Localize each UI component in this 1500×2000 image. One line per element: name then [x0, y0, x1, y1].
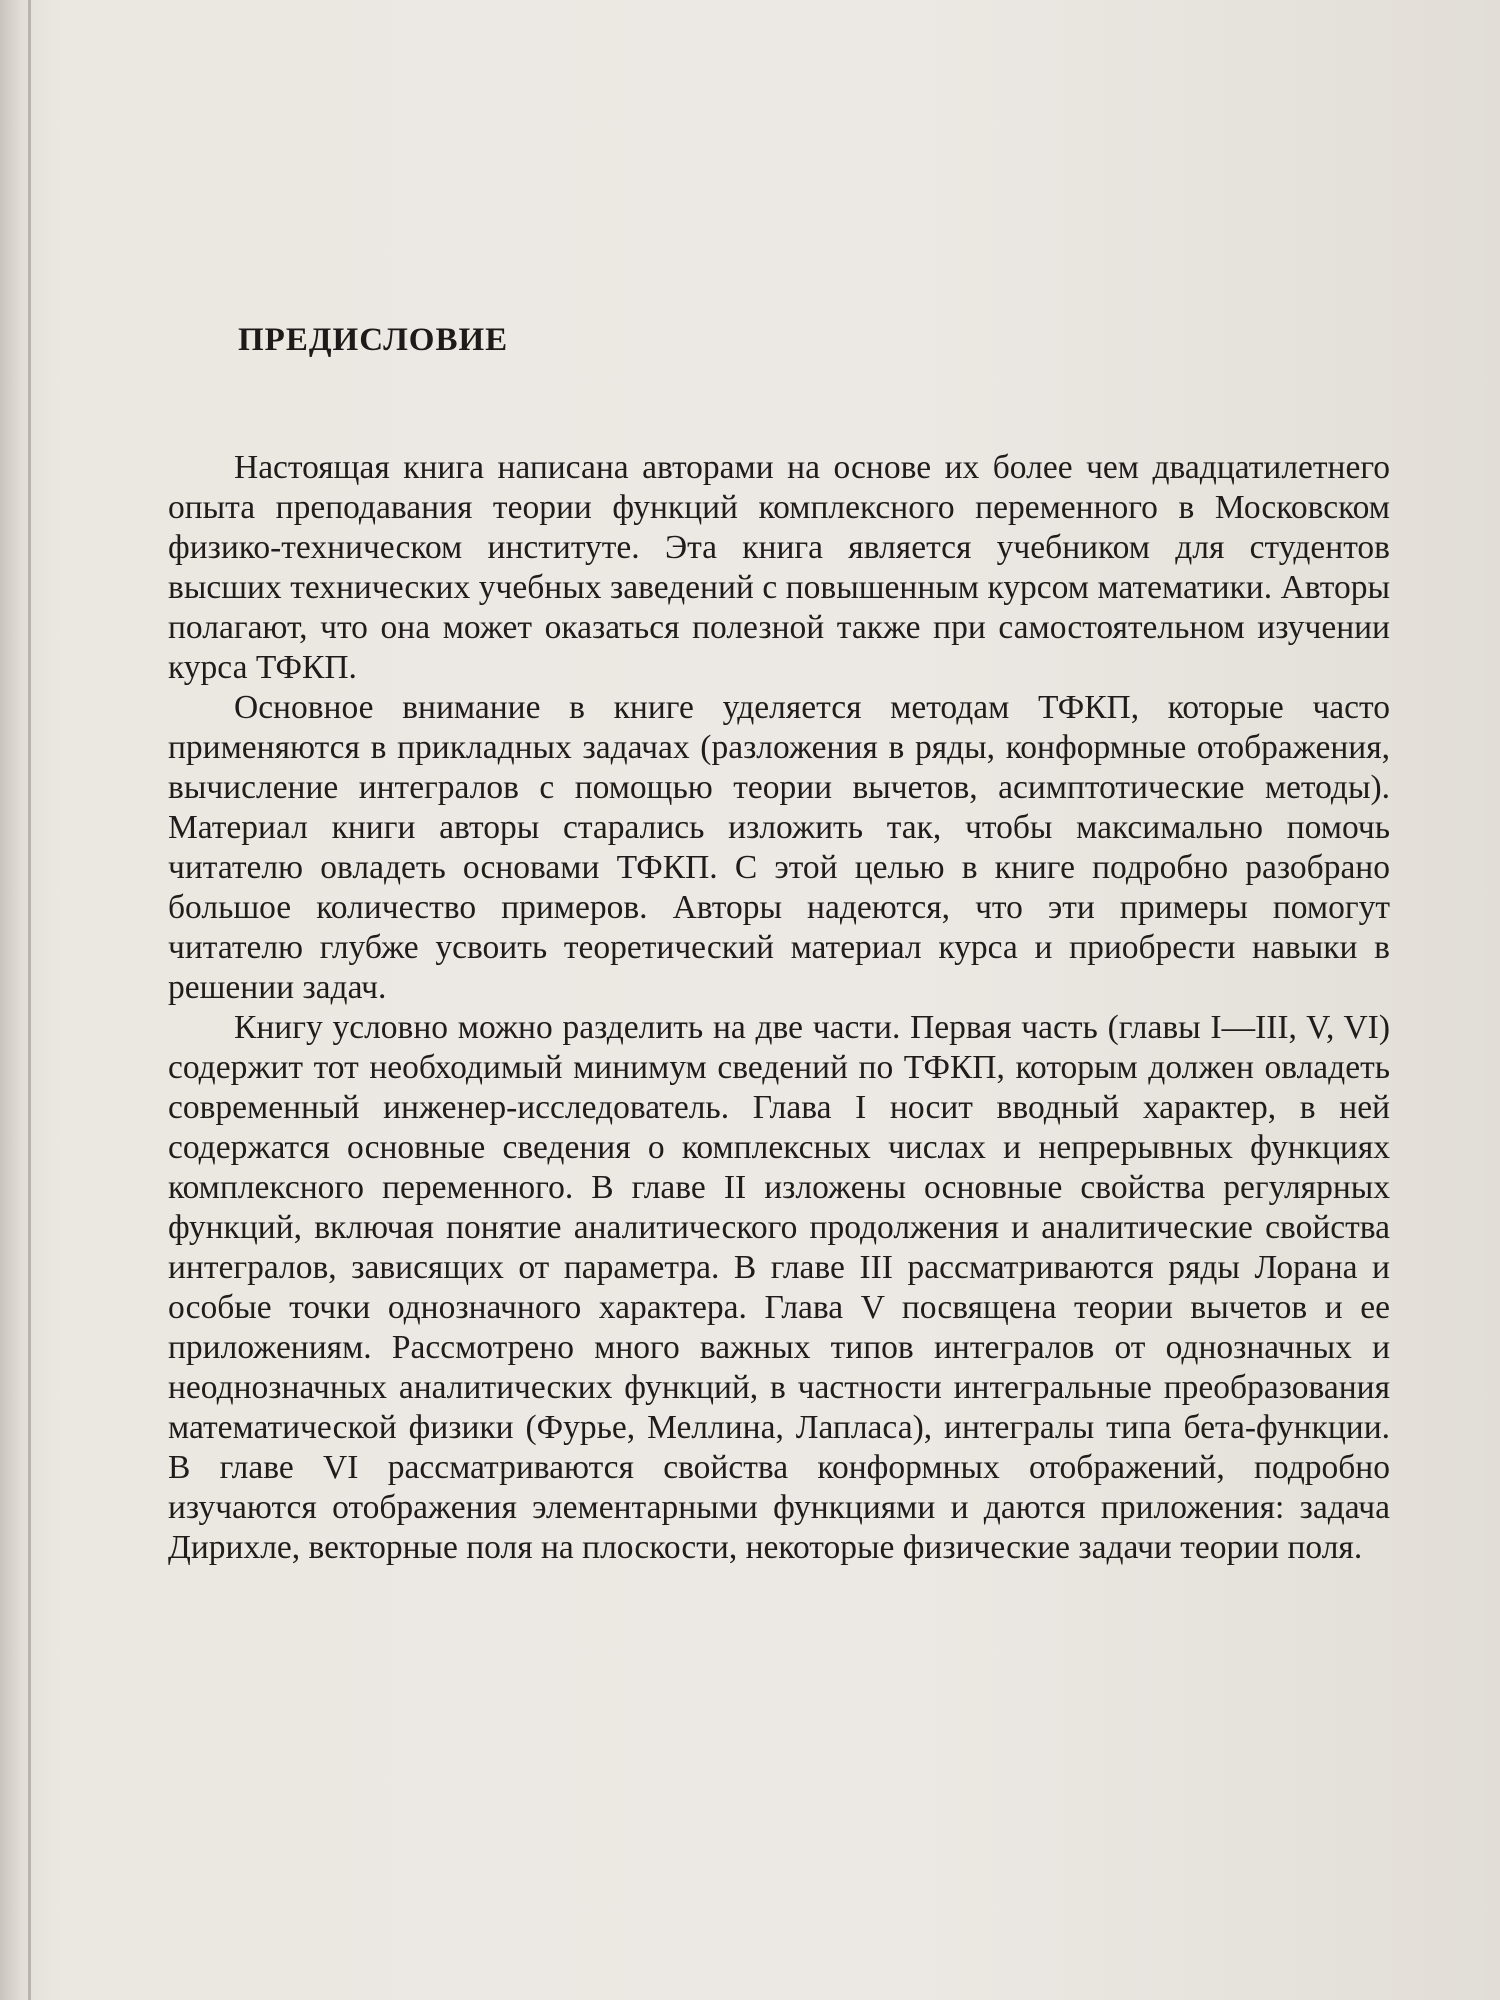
paragraph-3: Книгу условно можно разделить на две части. Первая часть (главы I—III, V, VI) содержит тот необходимый минимум сведений по ТФКП, которым должен овладеть современный инженер-исследователь. Глава I носит вводный характер, в ней содержатся основные сведения о комплексных числах и непрерывных функциях комплексного переменного. В главе II изложены основные свойства регулярных функций, включая понятие аналитического продолжения и аналитические свойства интегралов, зависящих от параметра. В главе III рассматриваются ряды Лорана и особые точки однозначного характера. Глава V посвящена теории вычетов и ее приложениям. Рассмотрено много важных типов интегралов от однозначных и неоднозначных аналитических функций, в частности интегральные преобразования математической физики (Фурье, Меллина, Лапласа), интегралы типа бета-функции. В главе VI рассматриваются свойства конформных отображений, подробно изучаются отображения элементарными функциями и даются приложения: задача Дирихле, векторные поля на плоскости, некоторые физические задачи теории поля. [168, 1009, 1390, 1566]
page-heading: ПРЕДИСЛОВИЕ [238, 322, 509, 358]
page-gutter [28, 0, 31, 2000]
paragraph-1: Настоящая книга написана авторами на основе их более чем двадцатилетнего опыта преподавания теории функций комплексного переменного в Московском физико-техническом институте. Эта книга является учебником для студентов высших технических учебных заведений с повышенным курсом математики. Авторы полагают, что она может оказаться полезной также при самостоятельном изучении курса ТФКП. [168, 449, 1390, 686]
paragraph-2: Основное внимание в книге уделяется методам ТФКП, которые часто применяются в прикладных задачах (разложения в ряды, конформные отображения, вычисление интегралов с помощью теории вычетов, асимптотические методы). Материал книги авторы старались изложить так, чтобы максимально помочь читателю овладеть основами ТФКП. С этой целью в книге подробно разобрано большое количество примеров. Авторы надеются, что эти примеры помогут читателю глубже усвоить теоретический материал курса и приобрести навыки в решении задач. [168, 689, 1390, 1006]
preface-text [168, 448, 1390, 1568]
